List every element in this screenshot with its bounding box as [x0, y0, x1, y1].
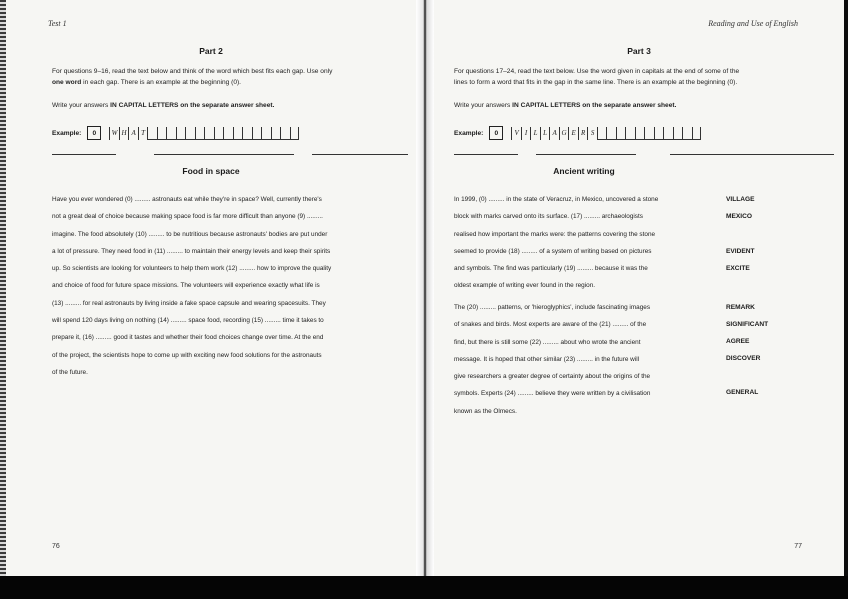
text-line: of the project, the scientists hope to come up with exciting new food solutions for the astronauts [52, 351, 322, 359]
divider [670, 154, 834, 155]
example-letter: H [119, 127, 129, 140]
word-formation-paragraph-2 [454, 299, 726, 420]
empty-letter-box [682, 127, 692, 140]
right-page [434, 0, 844, 576]
empty-letter-box [280, 127, 290, 140]
example-letter: E [568, 127, 578, 140]
empty-letter-box [625, 127, 635, 140]
keyword: EXCITE [726, 265, 750, 272]
write-instruction: Write your answers IN CAPITAL LETTERS on the separate answer sheet. [454, 102, 677, 109]
text-line: prepare it, (16) ......... good it tastes and whether their food choices change over time. At the end [52, 334, 324, 342]
empty-letter-box [606, 127, 616, 140]
example-letter: T [138, 127, 148, 140]
keyword: MEXICO [726, 213, 753, 220]
keyword: REMARK [726, 304, 755, 311]
left-page [6, 0, 416, 576]
empty-letter-box [147, 127, 157, 140]
text-line: (13) ......... for real astronauts by living inside a fake space capsule and wearing spacesuits. They [52, 299, 326, 307]
empty-letter-box [223, 127, 233, 140]
example-row [454, 126, 701, 140]
keyword: DISCOVER [726, 355, 761, 362]
text-line: imagine. The food absolutely (10) ......... to be nutritious because astronauts' bodies are put under [52, 230, 328, 238]
instruction-line: For questions 9–16, read the text below and think of the word which best fits each gap. Use only [52, 68, 333, 75]
text-line: seemed to provide (18) ......... of a system of writing based on pictures [454, 247, 652, 255]
example-letter: A [549, 127, 559, 140]
instruction-line: For questions 17–24, read the text below. Use the word given in capitals at the end of some of the [454, 68, 740, 75]
text-line: The (20) ......... patterns, or 'hieroglyphics', include fascinating images [454, 304, 651, 311]
instructions [454, 66, 824, 88]
empty-letter-box [157, 127, 167, 140]
running-head: Test 1 [48, 19, 67, 28]
empty-letter-box [616, 127, 626, 140]
part-title: Part 3 [627, 46, 651, 56]
example-letter: V [511, 127, 521, 140]
empty-letter-box [233, 127, 243, 140]
divider [312, 154, 408, 155]
example-number-box: 0 [489, 126, 503, 140]
book-gutter [416, 0, 434, 580]
example-letter: L [540, 127, 550, 140]
example-letter: A [128, 127, 138, 140]
empty-letter-box [214, 127, 224, 140]
text-line: realised how important the marks were: the patterns covering the stone [454, 230, 656, 238]
text-line: give researchers a greater degree of certainty about the origins of the [454, 373, 651, 381]
example-label: Example: [454, 129, 484, 137]
empty-letter-box [176, 127, 186, 140]
text-line: a lot of pressure. They need food in (11) ......... to maintain their energy levels and keep their spirits [52, 247, 331, 255]
keyword: SIGNIFICANT [726, 321, 769, 328]
keyword: GENERAL [726, 389, 759, 396]
example-label: Example: [52, 129, 82, 137]
text-line: Have you ever wondered (0) ......... astronauts eat while they're in space? Well, currently there's [52, 196, 322, 203]
empty-letter-box [261, 127, 271, 140]
write-instruction: Write your answers IN CAPITAL LETTERS on the separate answer sheet. [52, 102, 275, 109]
instructions [52, 66, 407, 88]
example-answer-boxes [109, 127, 299, 140]
part-title: Part 2 [199, 46, 223, 56]
keyword: AGREE [726, 338, 750, 345]
empty-letter-box [252, 127, 262, 140]
text-line: will spend 120 days living on nothing (14) ......... space food, recording (15) ......... time it takes to [52, 317, 324, 325]
empty-letter-box [692, 127, 702, 140]
empty-letter-box [635, 127, 645, 140]
gap-fill-text [52, 191, 410, 381]
text-line: of snakes and birds. Most experts are aware of the (21) ......... of the [454, 321, 647, 329]
empty-letter-box [195, 127, 205, 140]
scan-bottom-edge [0, 576, 848, 599]
divider [154, 154, 294, 155]
text-title: Food in space [182, 166, 240, 176]
example-letter: S [587, 127, 597, 140]
divider [52, 154, 116, 155]
text-title: Ancient writing [553, 166, 615, 176]
text-line: not a great deal of choice because making space food is far more difficult than anyone (9) ......... [52, 213, 323, 221]
example-row [52, 126, 299, 140]
text-line: up. So scientists are looking for volunteers to help them work (12) ......... how to improve the quality [52, 265, 332, 273]
text-line: block with marks carved onto its surface. (17) ......... archaeologists [454, 213, 643, 221]
example-letter: L [530, 127, 540, 140]
example-letter: G [559, 127, 569, 140]
page-number: 77 [794, 543, 802, 550]
text-line: find, but there is still some (22) ......... about who wrote the ancient [454, 338, 641, 346]
empty-letter-box [597, 127, 607, 140]
empty-letter-box [663, 127, 673, 140]
text-line: and symbols. The find was particularly (19) ......... because it was the [454, 265, 648, 273]
divider [536, 154, 636, 155]
empty-letter-box [290, 127, 300, 140]
text-line: known as the Olmecs. [454, 407, 517, 415]
empty-letter-box [166, 127, 176, 140]
empty-letter-box [242, 127, 252, 140]
empty-letter-box [204, 127, 214, 140]
example-letter: W [109, 127, 119, 140]
text-line: oldest example of writing ever found in the region. [454, 282, 596, 290]
page-number: 76 [52, 543, 60, 550]
text-line: symbols. Experts (24) ......... believe they were written by a civilisation [454, 390, 651, 398]
keyword: EVIDENT [726, 248, 755, 255]
word-formation-paragraph-1 [454, 191, 726, 295]
text-line: and choice of food for future space missions. The volunteers will experience exactly what life is [52, 282, 320, 290]
example-letter: I [521, 127, 531, 140]
divider [454, 154, 518, 155]
keyword: VILLAGE [726, 196, 755, 203]
text-line: of the future. [52, 368, 88, 376]
instruction-line: one word in each gap. There is an example at the beginning (0). [52, 79, 242, 86]
empty-letter-box [644, 127, 654, 140]
text-line: In 1999, (0) ......... in the state of Veracruz, in Mexico, uncovered a stone [454, 196, 659, 203]
empty-letter-box [673, 127, 683, 140]
text-line: message. It is hoped that other similar (23) ......... in the future will [454, 355, 640, 363]
empty-letter-box [185, 127, 195, 140]
example-letter: R [578, 127, 588, 140]
example-answer-boxes [511, 127, 701, 140]
running-head: Reading and Use of English [708, 19, 798, 28]
empty-letter-box [271, 127, 281, 140]
instruction-line: lines to form a word that fits in the gap in the same line. There is an example at the beginning (0). [454, 79, 738, 86]
empty-letter-box [654, 127, 664, 140]
example-number-box: 0 [87, 126, 101, 140]
